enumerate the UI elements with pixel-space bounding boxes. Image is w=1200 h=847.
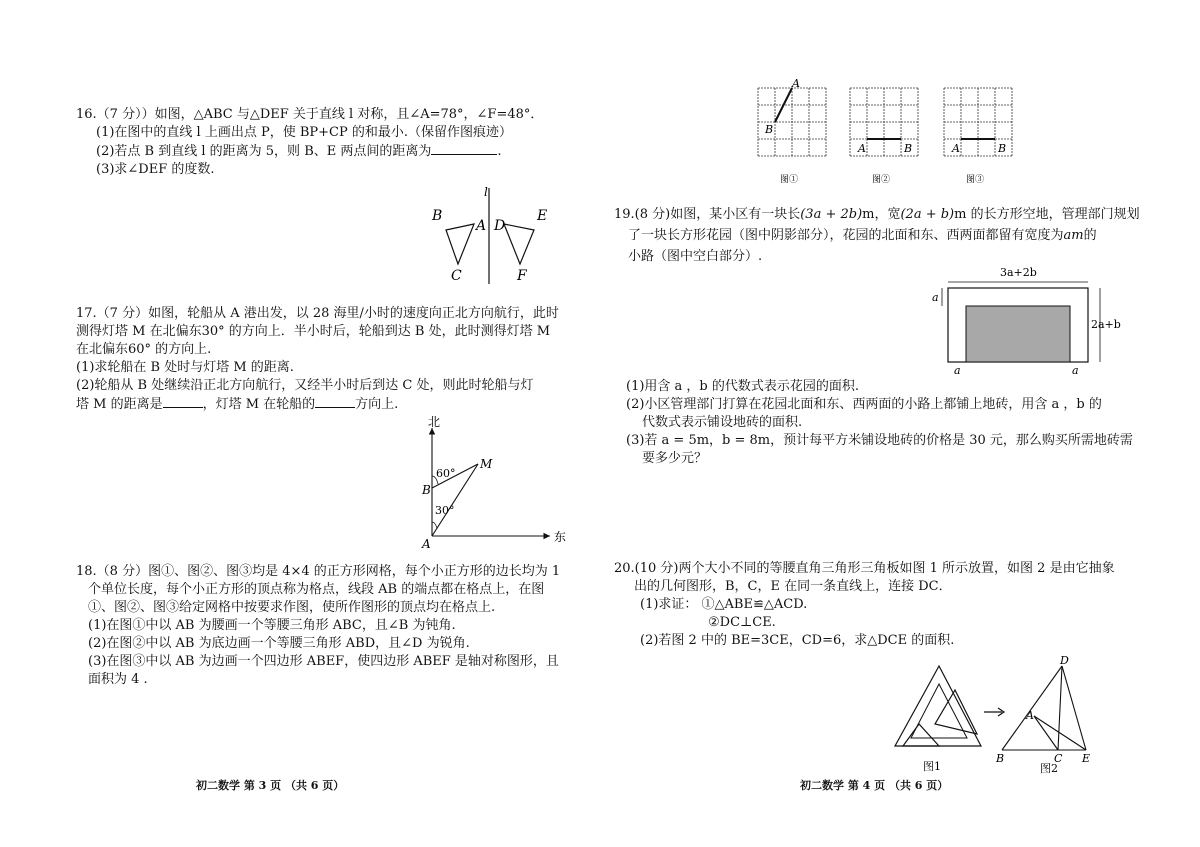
label-a-br: a bbox=[1072, 364, 1079, 377]
q19-text-e: 的 bbox=[1083, 228, 1097, 243]
q19-part2-cont: 代数式表示铺设地砖的面积. bbox=[642, 415, 803, 430]
small-set-square bbox=[903, 724, 939, 746]
q17-part2-cont bbox=[76, 395, 576, 414]
label-B: B bbox=[904, 142, 913, 155]
label-A: A bbox=[422, 537, 431, 551]
label-A: A bbox=[1026, 709, 1034, 722]
q20-figure-2 bbox=[994, 654, 1096, 775]
q19-text-d: 了一块长方形花园（图中阴影部分），花园的北面和东、西两面都留有宽度为 bbox=[628, 228, 1064, 243]
fig1-caption: 图1 bbox=[923, 760, 941, 773]
label-B: B bbox=[996, 752, 1005, 765]
q20-line2: 出的几何图形，B，C，E 在同一条直线上，连接 DC． bbox=[634, 579, 952, 594]
q18-line2: 个单位长度，每个小正方形的顶点称为格点，线段 AB 的端点都在格点上，在图 bbox=[88, 582, 545, 597]
line-DC bbox=[1058, 666, 1062, 750]
label-B: B bbox=[765, 123, 774, 136]
q20-line1: 20.(10 分)两个大小不同的等腰直角三角形三角板如图 1 所示放置，如图 2 是由它抽象 bbox=[614, 561, 1115, 576]
q16-heading: 16.（7 分））如图，△ABC 与△DEF 关于直线 l 对称，且∠A=78°，∠F=48°． bbox=[76, 107, 544, 122]
garden-rect bbox=[966, 306, 1070, 362]
q16-part3: (3)求∠DEF 的度数. bbox=[96, 162, 215, 177]
q17-text-b: ，灯塔 M 在轮船的 bbox=[202, 397, 316, 412]
q18-line1: 18.（8 分）图①、图②、图③均是 4×4 的正方形网格，每个小正方形的边长均为 1 bbox=[76, 564, 561, 579]
triangle-def bbox=[504, 224, 534, 264]
q17-text-c: 方向上. bbox=[355, 397, 399, 412]
q16-block bbox=[76, 106, 576, 179]
q20-part2: (2)若图 2 中的 BE=3CE，CD=6，求△DCE 的面积. bbox=[640, 633, 955, 648]
q19-part1: (1)用含 a ，b 的代数式表示花园的面积. bbox=[626, 379, 860, 394]
label-B: B bbox=[432, 208, 443, 224]
label-north: 北 bbox=[428, 415, 441, 429]
q19-text-b: m，宽 bbox=[862, 207, 901, 222]
footer-right: 初二数学 第 4 页 （共 6 页） bbox=[800, 779, 949, 792]
q20-block bbox=[614, 560, 1174, 650]
q18-grid-1 bbox=[758, 77, 830, 188]
answer-blank bbox=[163, 395, 203, 408]
q18-part3: (3)在图③中以 AB 为边画一个四边形 ABEF，使四边形 ABEF 是轴对称图形，且 bbox=[88, 654, 559, 669]
q18-part2: (2)在图②中以 AB 为底边画一个等腰三角形 ABD，且∠D 为锐角. bbox=[88, 636, 470, 651]
label-60: 60° bbox=[436, 467, 456, 480]
q19-am: am bbox=[1063, 228, 1084, 243]
q19-part2: (2)小区管理部门打算在花园北面和东、西两面的小路上都铺上地砖，用含 a ，b 的 bbox=[626, 397, 1102, 412]
line-BD bbox=[1002, 666, 1062, 750]
label-l: l bbox=[484, 185, 488, 199]
line-AC bbox=[1034, 716, 1058, 750]
q16-part1: (1)在图中的直线 l 上画出点 P，使 BP+CP 的和最小.（保留作图痕迹） bbox=[96, 125, 513, 140]
q18-line3: ①、图②、图③给定网格中按要求作图，使所作图形的顶点均在格点上. bbox=[88, 600, 496, 615]
q17-block bbox=[76, 305, 576, 414]
q18-grid-3 bbox=[944, 88, 1016, 188]
label-30: 30° bbox=[435, 504, 455, 517]
q17-line1: 17.（7 分）如图，轮船从 A 港出发，以 28 海里/小时的速度向正北方向航行，此时 bbox=[76, 306, 559, 321]
q16-figure bbox=[420, 184, 570, 284]
angle-arc-30 bbox=[432, 522, 437, 528]
label-B: B bbox=[998, 142, 1007, 155]
q19-line2 bbox=[614, 225, 1174, 246]
label-C: C bbox=[451, 268, 462, 284]
q16-part2-end: . bbox=[497, 144, 502, 159]
large-set-square bbox=[895, 666, 981, 746]
label-a-bl: a bbox=[954, 364, 961, 377]
grid2-caption: 图② bbox=[872, 175, 891, 185]
q20-part1b: ②DC⊥CE. bbox=[708, 615, 776, 630]
q19-length: (3a + 2b) bbox=[800, 207, 863, 222]
q18-block bbox=[76, 563, 576, 689]
q17-figure bbox=[400, 414, 570, 550]
label-D: D bbox=[494, 218, 506, 234]
answer-blank bbox=[315, 395, 355, 408]
label-E: E bbox=[1082, 752, 1091, 765]
label-E: E bbox=[537, 208, 548, 224]
label-A: A bbox=[952, 142, 960, 155]
q19-text-a: 19.(8 分)如图，某小区有一块长 bbox=[614, 207, 801, 222]
q19-text-c: m 的长方形空地，管理部门规划 bbox=[954, 207, 1140, 222]
q19-figure bbox=[930, 266, 1120, 376]
q17-part1: (1)求轮船在 B 处时与灯塔 M 的距离. bbox=[76, 360, 294, 375]
q17-line3: 在北偏东60° 的方向上. bbox=[76, 342, 212, 357]
q19-line3: 小路（图中空白部分）. bbox=[628, 249, 763, 264]
triangle-abc bbox=[446, 224, 474, 264]
grid3-caption: 图③ bbox=[966, 175, 985, 185]
q18-part1: (1)在图①中以 AB 为腰画一个等腰三角形 ABC，且∠B 为钝角. bbox=[88, 618, 456, 633]
label-F: F bbox=[517, 268, 527, 284]
q19-part3: (3)若 a = 5m，b = 8m，预计每平方米铺设地砖的价格是 30 元，那么购买所需地砖需 bbox=[626, 433, 1133, 448]
q17-line2: 测得灯塔 M 在北偏东30° 的方向上．半小时后，轮船到达 B 处，此时测得灯塔 M bbox=[76, 324, 551, 339]
line-DE bbox=[1062, 666, 1086, 750]
label-B: B bbox=[422, 483, 431, 497]
q16-part2-text: (2)若点 B 到直线 l 的距离为 5，则 B、E 两点间的距离为 bbox=[96, 144, 432, 159]
label-top: 3a+2b bbox=[1000, 266, 1037, 279]
q19-parts bbox=[626, 378, 1166, 468]
q16-part2 bbox=[76, 142, 576, 161]
q19-block bbox=[614, 204, 1174, 267]
q19-width: (2a + b) bbox=[900, 207, 955, 222]
label-A: A bbox=[476, 218, 487, 234]
label-A: A bbox=[792, 77, 800, 90]
label-east: 东 bbox=[554, 530, 567, 544]
label-C: C bbox=[1054, 752, 1063, 765]
q18-part3-cont: 面积为 4 . bbox=[88, 672, 148, 687]
fig2-caption: 图2 bbox=[1040, 762, 1058, 775]
label-D: D bbox=[1060, 654, 1069, 667]
footer-left: 初二数学 第 3 页 （共 6 页） bbox=[196, 779, 345, 792]
q19-part3-cont: 要多少元？ bbox=[642, 451, 708, 466]
grid1-caption: 图① bbox=[780, 175, 799, 185]
q18-grid-2 bbox=[850, 88, 922, 188]
q17-part2: (2)轮船从 B 处继续沿正北方向航行，又经半小时后到达 C 处，则此时轮船与灯 bbox=[76, 378, 534, 393]
q19-line1 bbox=[614, 204, 1174, 225]
label-A: A bbox=[858, 142, 866, 155]
label-M: M bbox=[480, 457, 493, 471]
q20-figure-1 bbox=[893, 662, 983, 772]
q20-part1: (1)求证： ①△ABE≌△ACD. bbox=[640, 597, 808, 612]
label-right: 2a+b bbox=[1091, 318, 1121, 331]
q17-text-a: 塔 M 的距离是 bbox=[76, 397, 163, 412]
label-a-left: a bbox=[932, 291, 939, 304]
answer-blank bbox=[431, 142, 497, 155]
